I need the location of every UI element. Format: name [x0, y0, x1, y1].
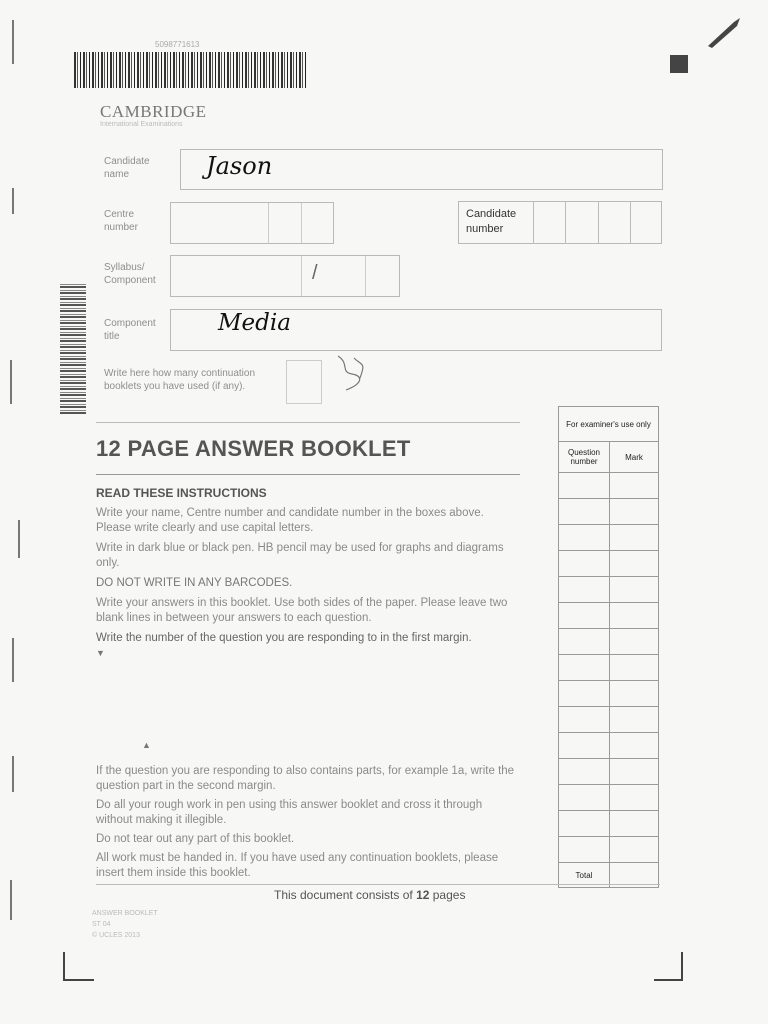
examiner-row: [559, 707, 659, 733]
question-cell[interactable]: [559, 473, 610, 499]
question-cell[interactable]: [559, 785, 610, 811]
syllabus-label: Syllabus/ Component: [104, 262, 156, 286]
question-cell[interactable]: [559, 655, 610, 681]
mark-cell[interactable]: [610, 837, 659, 863]
examiner-row: [559, 551, 659, 577]
footer-codes: [92, 908, 158, 941]
examiner-row: [559, 525, 659, 551]
page-count-prefix: This document consists of: [274, 888, 417, 902]
examiner-row: [559, 811, 659, 837]
mark-cell[interactable]: [610, 733, 659, 759]
col-question-header: Question number: [559, 442, 610, 473]
candidate-name-value: Jason: [206, 152, 273, 180]
examiner-row: [559, 681, 659, 707]
mark-cell[interactable]: [610, 707, 659, 733]
continuation-label: Write here how many continuation booklets you have used (if any).: [104, 368, 256, 392]
pen-mark-icon: [704, 16, 744, 50]
instruction-item: If the question you are responding to also contains parts, for example 1a, write the question part in the second margin.: [96, 765, 515, 792]
candidate-name-label: Candidate name: [104, 156, 150, 180]
centre-number-label: Centre number: [104, 209, 138, 233]
examiner-row: [559, 473, 659, 499]
corner-mark-bottom-right: [650, 950, 690, 990]
arrow-down-icon: ▼: [96, 648, 105, 658]
examiner-row: [559, 785, 659, 811]
instruction-item: Write your answers in this booklet. Use both sides of the paper. Please leave two blank lines in between your answers to each question.: [96, 597, 508, 624]
instruction-item: Do not tear out any part of this booklet.: [96, 833, 295, 845]
examiner-table: [558, 406, 659, 888]
question-cell[interactable]: [559, 733, 610, 759]
edge-mark: [18, 520, 20, 558]
mark-cell[interactable]: [610, 499, 659, 525]
corner-mark-bottom-left: [60, 950, 100, 990]
continuation-count-field[interactable]: [286, 360, 322, 404]
edge-mark: [12, 188, 14, 214]
edge-mark: [12, 756, 14, 792]
question-cell[interactable]: [559, 603, 610, 629]
mark-cell[interactable]: [610, 785, 659, 811]
mark-cell[interactable]: [610, 681, 659, 707]
instruction-item: DO NOT WRITE IN ANY BARCODES.: [96, 577, 293, 589]
instructions-heading: READ THESE INSTRUCTIONS: [96, 486, 267, 500]
question-cell[interactable]: [559, 499, 610, 525]
page-count-suffix: pages: [429, 888, 466, 902]
question-cell[interactable]: [559, 837, 610, 863]
examiner-row: [559, 629, 659, 655]
mark-cell[interactable]: [610, 525, 659, 551]
question-cell[interactable]: [559, 525, 610, 551]
candidate-number-label: Candidate number: [466, 208, 517, 235]
edge-mark: [12, 638, 14, 682]
mark-cell[interactable]: [610, 473, 659, 499]
examiner-row: [559, 577, 659, 603]
footer-code-line: ANSWER BOOKLET: [92, 910, 158, 917]
instruction-item: Write in dark blue or black pen. HB pencil may be used for graphs and diagrams only.: [96, 542, 504, 569]
footer-code-line: © UCLES 2013: [92, 932, 140, 939]
barcode: [74, 52, 306, 88]
instruction-item: Write the number of the question you are responding to in the first margin.: [96, 632, 472, 644]
examiner-row: [559, 733, 659, 759]
edge-mark: [10, 360, 12, 404]
footer-divider: [96, 884, 660, 885]
mark-cell[interactable]: [610, 811, 659, 837]
mark-cell[interactable]: [610, 629, 659, 655]
logo-subtitle: International Examinations: [100, 121, 183, 128]
question-cell[interactable]: [559, 707, 610, 733]
question-cell[interactable]: [559, 629, 610, 655]
component-title-label: Component title: [104, 318, 156, 342]
instructions-list-lower: [96, 764, 516, 881]
examiner-row: [559, 759, 659, 785]
syllabus-field[interactable]: [170, 255, 400, 297]
question-cell[interactable]: [559, 577, 610, 603]
syllabus-separator: /: [312, 262, 318, 284]
centre-number-field[interactable]: [170, 202, 334, 244]
logo: CAMBRIDGE: [100, 102, 207, 121]
arrow-up-icon: ▲: [142, 740, 151, 750]
candidate-number-field[interactable]: [458, 201, 662, 244]
examiner-row: [559, 499, 659, 525]
barcode-number: 5098771613: [155, 40, 200, 49]
question-cell[interactable]: [559, 759, 610, 785]
instruction-item: Write your name, Centre number and candidate number in the boxes above. Please write clearly and use capital letters.: [96, 507, 484, 534]
question-cell[interactable]: [559, 811, 610, 837]
examiner-row: [559, 603, 659, 629]
registration-mark: [670, 55, 688, 73]
total-label: Total: [559, 863, 610, 888]
divider: [96, 422, 520, 423]
question-cell[interactable]: [559, 551, 610, 577]
question-cell[interactable]: [559, 681, 610, 707]
component-title-value: Media: [218, 310, 291, 336]
mark-cell[interactable]: [610, 577, 659, 603]
examiner-row: [559, 837, 659, 863]
instructions-list: [96, 506, 516, 646]
footer-code-line: ST 04: [92, 921, 111, 928]
edge-mark: [10, 880, 12, 920]
page-count: 12: [416, 888, 430, 902]
instruction-item: Do all your rough work in pen using this answer booklet and cross it through without making it illegible.: [96, 799, 483, 826]
mark-cell[interactable]: [610, 603, 659, 629]
booklet-title: 12 PAGE ANSWER BOOKLET: [96, 436, 411, 461]
edge-mark: [12, 20, 14, 64]
side-barcode: [60, 284, 86, 414]
examiner-header: For examiner's use only: [559, 407, 659, 442]
mark-cell[interactable]: [610, 551, 659, 577]
mark-cell[interactable]: [610, 759, 659, 785]
title-divider: [96, 474, 520, 475]
instruction-item: All work must be handed in. If you have used any continuation booklets, please insert them inside this booklet.: [96, 852, 499, 879]
examiner-row: [559, 655, 659, 681]
mark-cell[interactable]: [610, 655, 659, 681]
page-count-text: [274, 888, 465, 902]
col-mark-header: Mark: [610, 442, 659, 473]
scribble-mark: [332, 350, 372, 394]
